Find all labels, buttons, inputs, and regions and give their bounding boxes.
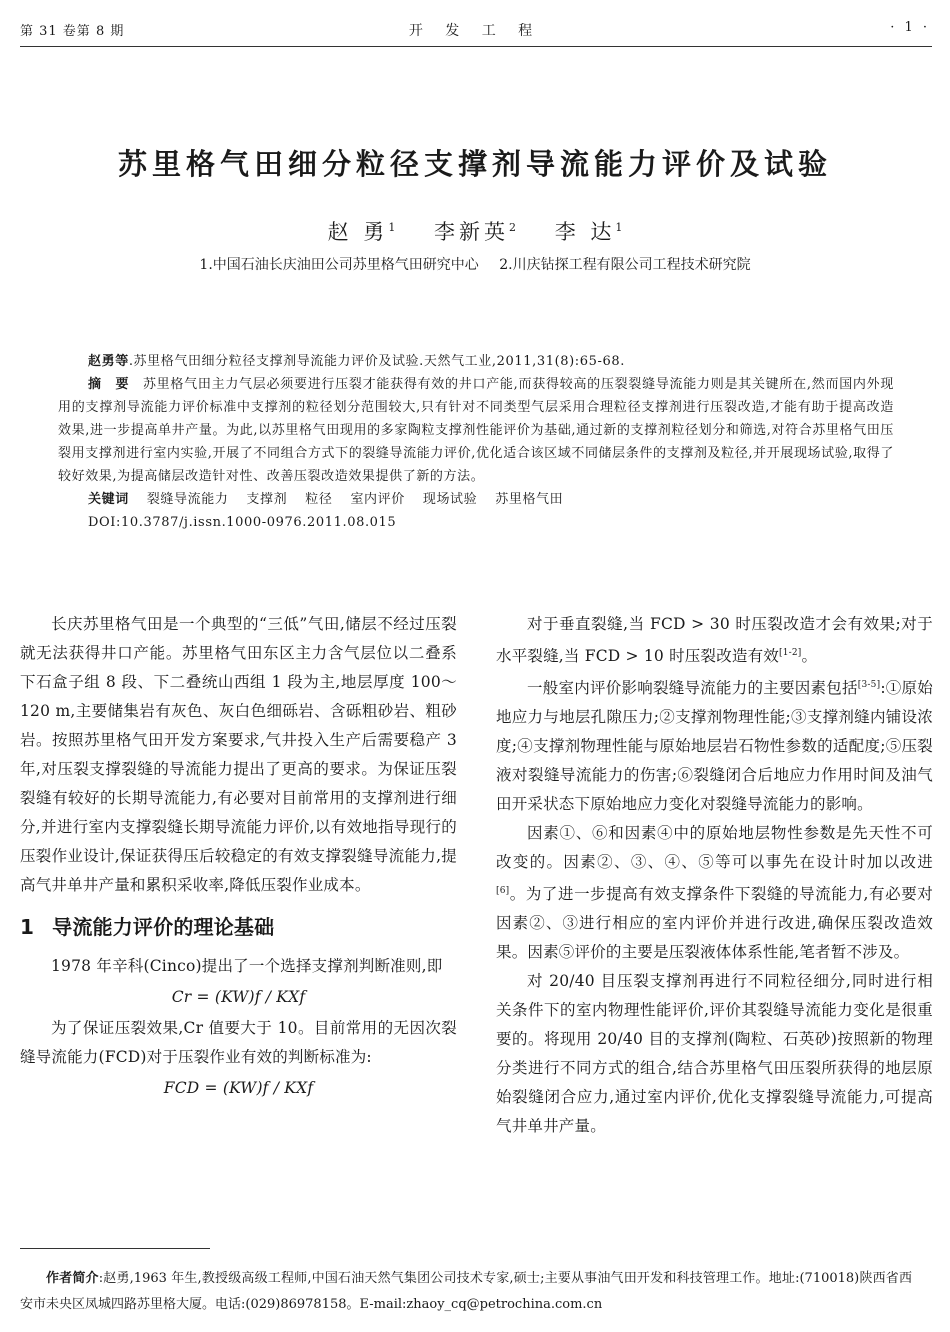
doi: DOI:10.3787/j.issn.1000-0976.2011.08.015 bbox=[88, 515, 397, 530]
paragraph: 一般室内评价影响裂缝导流能力的主要因素包括[3-5]:①原始地应力与地层孔隙压力;②支撑剂物理性能;③支撑剂缝内铺设浓度;④支撑剂物理性能与原始地层岩石物性参数的适配度;⑤压裂液对裂缝导流能力的伤害;⑥裂缝闭合后地应力作用时间及油气田开采状态下原始地应力变化对裂缝导流能力的影响。 bbox=[496, 679, 933, 814]
journal-volume: 第 31 卷第 8 期 bbox=[20, 24, 125, 39]
abstract: 摘 要 苏里格气田主力气层必须要进行压裂才能获得有效的井口产能,而获得较高的压裂裂缝导流能力则是其关键所在,然而国内外现用的支撑剂导流能力评价标准中支撑剂的粒径划分范围较大,只有针对不同类型气层采用合理粒径支撑剂进行压裂改造,才能有助于提高改造效果,进一步提高单井产量。为此,以苏里格气田现用的多家陶粒支撑剂性能评价为基础,通过新的支撑剂粒径划分和筛选,对符合苏里格气田压裂用支撑剂进行室内实验,开展了不同组合方式下的裂缝导流能力评价,优化适合该区域不同储层条件的支撑剂及粒径,并开展现场试验,取得了较好效果,为提高储层改造针对性、改善压裂改造效果提供了新的方法。 bbox=[58, 377, 894, 484]
author: 李 达$^1$ bbox=[554, 220, 623, 244]
author-list bbox=[0, 216, 950, 246]
body-column-right bbox=[496, 610, 933, 1141]
paragraph: 1978 年辛科(Cinco)提出了一个选择支撑剂判断准则,即 bbox=[51, 957, 443, 975]
paragraph: 为了保证压裂效果,Cr 值要大于 10。目前常用的无因次裂缝导流能力(FCD)对于压裂作业有效的判断标准为: bbox=[20, 1019, 457, 1066]
reference-marker: [3-5] bbox=[857, 680, 881, 691]
paragraph: 对于垂直裂缝,当 FCD > 30 时压裂改造才会有效果;对于水平裂缝,当 FCD > 10 时压裂改造有效[1-2]。 bbox=[496, 615, 933, 666]
affiliations bbox=[0, 254, 950, 274]
paragraph: 因素①、⑥和因素④中的原始地层物性参数是先天性不可改变的。因素②、③、④、⑤等可以事先在设计时加以改进[6]。为了进一步提高有效支撑条件下裂缝的导流能力,有必要对因素②、③进行相应的室内评价并进行改进,确保压裂改造效果。因素⑤评价的主要是压裂液体体系性能,笔者暂不涉及。 bbox=[496, 824, 933, 962]
author: 赵 勇$^1$ bbox=[327, 220, 396, 244]
abstract-block bbox=[58, 350, 894, 534]
header-divider bbox=[20, 46, 932, 47]
paper-title: 苏里格气田细分粒径支撑剂导流能力评价及试验 bbox=[117, 147, 832, 181]
formula: Cr = (KW)f / KXf bbox=[171, 988, 306, 1006]
footnote-divider bbox=[20, 1248, 210, 1249]
body-column-left bbox=[20, 610, 457, 1105]
paragraph: 长庆苏里格气田是一个典型的“三低”气田,储层不经过压裂就无法获得井口产能。苏里格气田东区主力含气层位以二叠系下石盒子组 8 段、下二叠统山西组 1 段为主,地层厚度 100～120 m,主要储集岩有灰色、灰白色细砾岩、含砾粗砂岩、粗砂岩。按照苏里格气田开发方案要求,气井投入生产后需要稳产 3 年,对压裂支撑裂缝的导流能力提出了更高的要求。为保证压裂裂缝有较好的长期导流能力,有必要对目前常用的支撑剂进行细分,并进行室内支撑裂缝长期导流能力评价,以有效地指导现行的压裂作业设计,保证获得压后较稳定的有效支撑裂缝导流能力,提高气井单井产量和累积采收率,降低压裂作业成本。 bbox=[20, 615, 457, 894]
formula: FCD = (KW)f / KXf bbox=[163, 1079, 314, 1097]
keywords: 关键词 裂缝导流能力 支撑剂 粒径 室内评价 现场试验 苏里格气田 bbox=[88, 492, 564, 507]
section-name: 开 发 工 程 bbox=[408, 23, 542, 39]
paragraph: 对 20/40 目压裂支撑剂再进行不同粒径细分,同时进行相关条件下的室内物理性能评价,评价其裂缝导流能力变化是很重要的。将现用 20/40 目的支撑剂(陶粒、石英砂)按照新的物理分类进行不同方式的组合,结合苏里格气田压裂所获得的地层原始裂缝闭合应力,通过室内评价,优化支撑裂缝导流能力,可提高气井单井产量。 bbox=[496, 972, 933, 1136]
affiliation: 2.川庆钻探工程有限公司工程技术研究院 bbox=[499, 257, 751, 273]
author: 李新英$^2$ bbox=[434, 220, 516, 244]
author-footnote: 作者简介:赵勇,1963 年生,教授级高级工程师,中国石油天然气集团公司技术专家,硕士;主要从事油气田开发和科技管理工作。地址:(710018)陕西省西安市未央区凤城四路苏里格大厦。电话:(029)86978158。E-mail:zhaoy_cq@petrochina.com.cn bbox=[20, 1271, 912, 1312]
citation: 赵勇等.苏里格气田细分粒径支撑剂导流能力评价及试验.天然气工业,2011,31(8):65-68. bbox=[88, 354, 625, 369]
reference-marker: [6] bbox=[496, 886, 510, 897]
page-number: · 1 · bbox=[890, 20, 930, 35]
affiliation: 1.中国石油长庆油田公司苏里格气田研究中心 bbox=[199, 257, 479, 273]
section-heading: 1 导流能力评价的理论基础 bbox=[20, 915, 275, 939]
reference-marker: [1-2] bbox=[779, 648, 802, 658]
